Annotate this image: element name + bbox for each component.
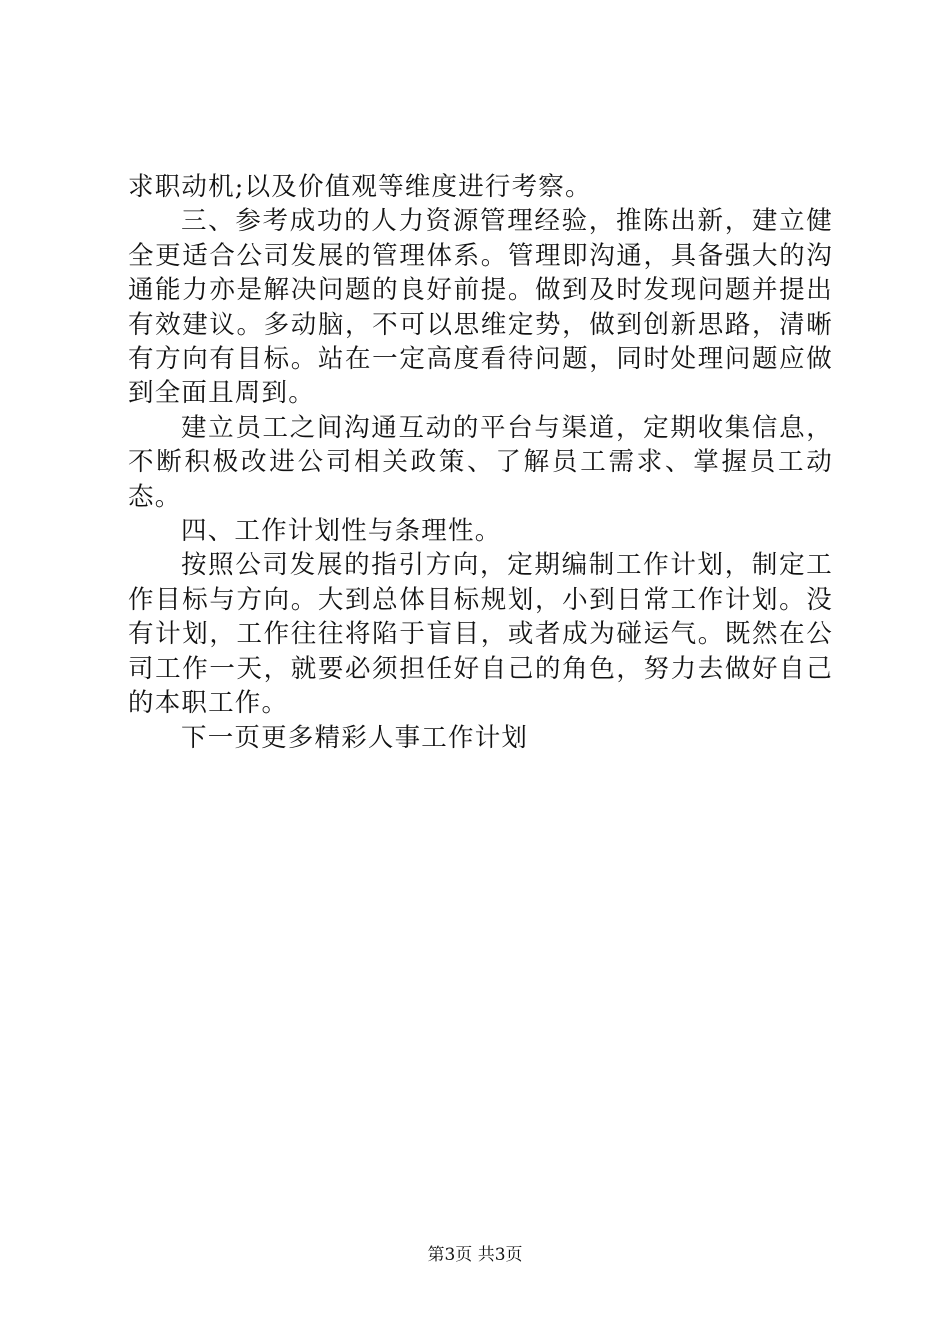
paragraph-continuation: 求职动机;以及价值观等维度进行考察。 bbox=[128, 172, 592, 202]
paragraph-communication-platform: 建立员工之间沟通互动的平台与渠道，定期收集信息，不断积极改进公司相关政策、了解员工需求、掌握员工动态。 bbox=[128, 412, 833, 512]
next-page-link[interactable]: 下一页更多精彩人事工作计划 bbox=[181, 722, 529, 753]
paragraph-work-plan: 按照公司发展的指引方向，定期编制工作计划，制定工作目标与方向。大到总体目标规划，小到日常工作计划。没有计划，工作往往将陷于盲目，或者成为碰运气。既然在公司工作一天，就要必须担任好自己的角色，努力去做好自己的本职工作。 bbox=[128, 550, 833, 719]
document-body bbox=[128, 170, 833, 755]
page-number: 第3页 共3页 bbox=[427, 1245, 523, 1265]
paragraph-section-three: 三、参考成功的人力资源管理经验，推陈出新，建立健全更适合公司发展的管理体系。管理即沟通，具备强大的沟通能力亦是解决问题的良好前提。做到及时发现问题并提出有效建议。多动脑，不可以思维定势，做到创新思路，清晰有方向有目标。站在一定高度看待问题，同时处理问题应做到全面且周到。 bbox=[128, 206, 833, 409]
section-four-heading: 四、工作计划性与条理性。 bbox=[181, 516, 502, 547]
